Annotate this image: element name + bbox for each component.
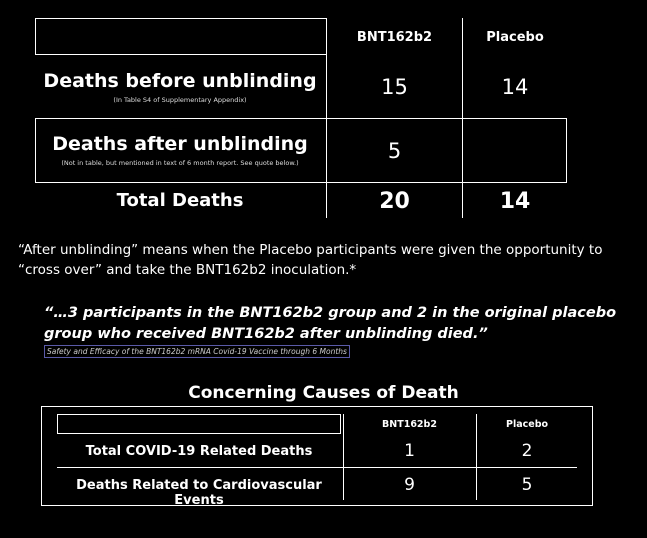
- row-label-cardio-deaths: Deaths Related to Cardiovascular Events: [76, 478, 322, 508]
- total-bnt: 20: [379, 189, 410, 214]
- total-deaths-label: Total Deaths: [116, 190, 244, 211]
- value-bnt-after: 5: [387, 139, 402, 163]
- row-divider: [57, 467, 577, 468]
- row-label-before-unblinding: Deaths before unblinding: [43, 70, 317, 92]
- value-bnt-cardio: 9: [404, 475, 415, 495]
- value-placebo-before: 14: [501, 75, 529, 99]
- header-bnt: BNT162b2: [356, 30, 433, 45]
- header-bnt: BNT162b2: [382, 419, 437, 430]
- header-placebo: Placebo: [505, 419, 549, 430]
- total-placebo: 14: [499, 189, 531, 214]
- row-label-after-unblinding: Deaths after unblinding: [52, 133, 308, 155]
- header-placebo: Placebo: [486, 30, 544, 45]
- report-quote: “…3 participants in the BNT162b2 group and 2 in the original placebo group who received BNT162b2 after unblinding died.”: [44, 305, 617, 342]
- value-bnt-before: 15: [381, 75, 408, 99]
- value-placebo-covid: 2: [521, 441, 533, 461]
- empty-header-box: [57, 414, 341, 434]
- empty-header-box: [35, 18, 327, 55]
- row-divider: [35, 118, 566, 119]
- unblinding-explanation: “After unblinding” means when the Placebo participants were given the opportunity to “cross over” and take the BNT162b2 inoculation.*: [18, 242, 603, 278]
- row-divider: [35, 182, 566, 183]
- row-divider: [566, 118, 567, 183]
- row-note-before-unblinding: (In Table S4 of Supplementary Appendix): [113, 96, 247, 104]
- value-bnt-covid: 1: [404, 441, 415, 461]
- value-placebo-cardio: 5: [521, 475, 533, 495]
- row-label-covid-deaths: Total COVID-19 Related Deaths: [85, 444, 313, 459]
- source-link[interactable]: Safety and Efficacy of the BNT162b2 mRNA Covid-19 Vaccine through 6 Months: [44, 345, 350, 358]
- row-note-after-unblinding: (Not in table, but mentioned in text of 6 month report. See quote below.): [61, 159, 299, 167]
- causes-title: Concerning Causes of Death: [188, 383, 459, 403]
